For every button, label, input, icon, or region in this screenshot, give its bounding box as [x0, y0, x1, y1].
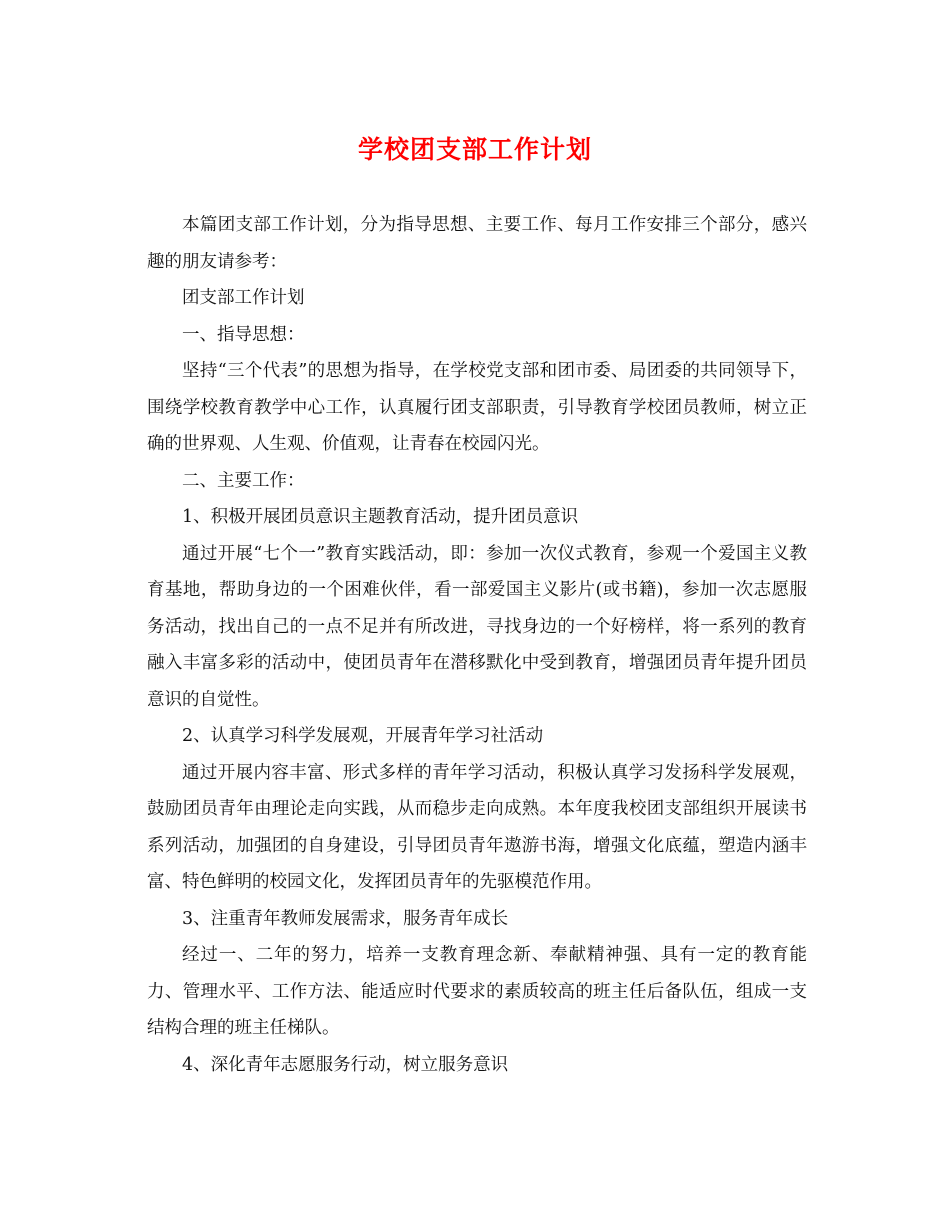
- item-heading-1: 1、积极开展团员意识主题教育活动，提升团员意识: [182, 507, 579, 527]
- item-paragraph-2: 通过开展内容丰富、形式多样的青年学习活动，积极认真学习发扬科学发展观，鼓励团员青年由理论走向实践，从而稳步走向成熟。本年度我校团支部组织开展读书系列活动，加强团的自身建设，引导团员青年遨游书海，增强文化底蕴，塑造内涵丰富、特色鲜明的校园文化，发挥团员青年的先驱模范作用。: [147, 762, 807, 892]
- section-heading-main-work: 二、主要工作：: [182, 470, 305, 491]
- item-heading-2: 2、认真学习科学发展观，开展青年学习社活动: [182, 726, 544, 746]
- item-heading-3: 3、注重青年教师发展需求，服务青年成长: [182, 908, 509, 929]
- document-body: [147, 207, 807, 1083]
- guiding-ideology-paragraph: 坚持“三个代表”的思想为指导，在学校党支部和团市委、局团委的共同领导下，围绕学校教育教学中心工作，认真履行团支部职责，引导教育学校团员教师，树立正确的世界观、人生观、价值观，让青春在校园闪光。: [147, 361, 807, 454]
- item-paragraph-3: 经过一、二年的努力，培养一支教育理念新、奉献精神强、具有一定的教育能力、管理水平、工作方法、能适应时代要求的素质较高的班主任后备队伍，组成一支结构合理的班主任梯队。: [147, 945, 807, 1038]
- item-heading-4: 4、深化青年志愿服务行动，树立服务意识: [182, 1054, 509, 1075]
- item-paragraph-1: 通过开展“七个一”教育实践活动，即：参加一次仪式教育，参观一个爱国主义教育基地，帮助身边的一个困难伙伴，看一部爱国主义影片(或书籍)，参加一次志愿服务活动，找出自己的一点不足并有所改进，寻找身边的一个好榜样，将一系列的教育融入丰富多彩的活动中，使团员青年在潜移默化中受到教育，增强团员青年提升团员意识的自觉性。: [147, 543, 807, 710]
- document-title: 学校团支部工作计划: [357, 135, 592, 164]
- section-heading-plan: 团支部工作计划: [182, 288, 305, 308]
- intro-paragraph: 本篇团支部工作计划，分为指导思想、主要工作、每月工作安排三个部分，感兴趣的朋友请参考：: [147, 215, 807, 272]
- section-heading-guiding-ideology: 一、指导思想：: [182, 324, 305, 345]
